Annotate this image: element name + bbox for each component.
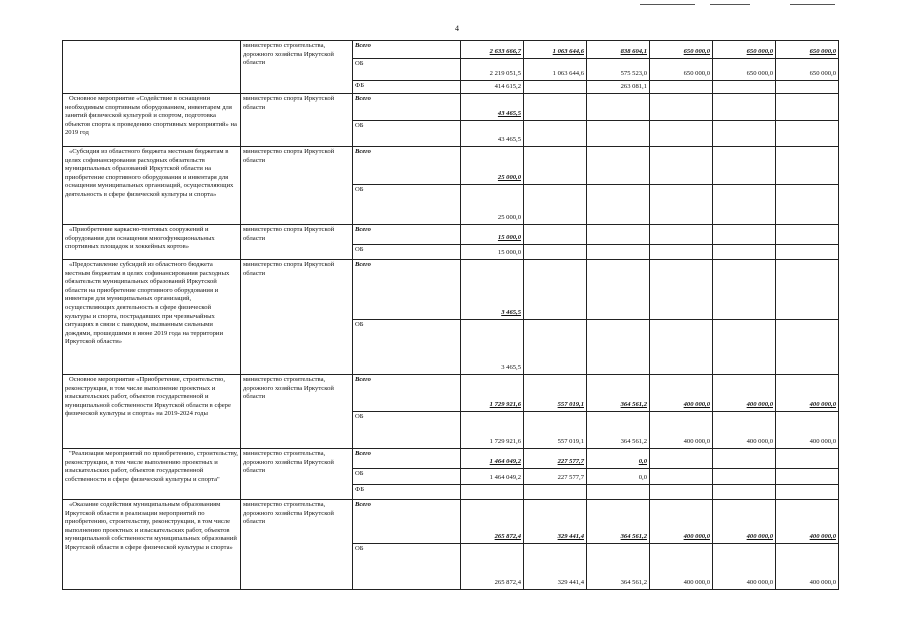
amount-cell	[776, 320, 839, 375]
table-row	[63, 147, 839, 185]
amount-cell: 400 000,0	[776, 500, 839, 544]
amount-cell	[713, 469, 776, 485]
funding-source-cell: ОБ	[353, 469, 461, 485]
amount-cell: 265 872,4	[461, 544, 524, 590]
amount-cell: 2 633 666,7	[461, 41, 524, 59]
amount-cell: 0,0	[587, 469, 650, 485]
amount-cell: 3 465,5	[461, 320, 524, 375]
executor-cell: министерство строительства, дорожного хозяйства Иркутской области	[241, 500, 353, 590]
budget-table	[62, 40, 839, 590]
amount-cell: 414 615,2	[461, 81, 524, 94]
amount-cell: 400 000,0	[713, 544, 776, 590]
amount-cell: 400 000,0	[776, 412, 839, 449]
amount-cell: 650 000,0	[776, 59, 839, 81]
amount-cell	[650, 185, 713, 225]
amount-cell	[587, 185, 650, 225]
amount-cell: 364 561,2	[587, 500, 650, 544]
amount-cell: 15 000,0	[461, 225, 524, 245]
amount-cell	[713, 94, 776, 121]
amount-cell: 400 000,0	[650, 375, 713, 412]
amount-cell	[713, 449, 776, 469]
measure-name-cell: Основное мероприятие «Содействие в оснащении необходимым спортивным оборудованием, инвентарем для занятий физической культурой и спортом, подготовка объектов спорта к проведению спортивных мероприятий» на 2019 год	[63, 94, 241, 147]
funding-source-cell: ОБ	[353, 320, 461, 375]
executor-cell: министерство спорта Иркутской области	[241, 260, 353, 375]
amount-cell: 25 000,0	[461, 147, 524, 185]
amount-cell	[650, 485, 713, 500]
amount-cell: 364 561,2	[587, 375, 650, 412]
amount-cell: 557 019,1	[524, 375, 587, 412]
amount-cell: 400 000,0	[650, 500, 713, 544]
funding-source-cell: Всего	[353, 449, 461, 469]
amount-cell: 2 219 051,5	[461, 59, 524, 81]
amount-cell: 1 729 921,6	[461, 375, 524, 412]
amount-cell	[776, 147, 839, 185]
amount-cell	[650, 449, 713, 469]
amount-cell: 329 441,4	[524, 544, 587, 590]
top-rule	[640, 4, 695, 5]
amount-cell: 329 441,4	[524, 500, 587, 544]
amount-cell	[587, 320, 650, 375]
amount-cell: 364 561,2	[587, 412, 650, 449]
amount-cell	[587, 485, 650, 500]
amount-cell: 25 000,0	[461, 185, 524, 225]
amount-cell	[524, 81, 587, 94]
amount-cell: 400 000,0	[650, 544, 713, 590]
amount-cell	[713, 81, 776, 94]
amount-cell	[587, 245, 650, 260]
amount-cell: 650 000,0	[650, 41, 713, 59]
measure-name-cell: Основное мероприятие «Приобретение, строительство, реконструкция, в том числе выполнение проектных и изыскательских работ, объектов государственной и муниципальной собственности Иркутской области в сфере физической культуры и спорта» на 2019-2024 годы	[63, 375, 241, 449]
table-row	[63, 225, 839, 245]
amount-cell	[776, 121, 839, 147]
amount-cell	[776, 260, 839, 320]
amount-cell	[524, 260, 587, 320]
amount-cell: 1 063 644,6	[524, 41, 587, 59]
funding-source-cell: Всего	[353, 260, 461, 320]
amount-cell	[776, 81, 839, 94]
funding-source-cell: Всего	[353, 500, 461, 544]
amount-cell	[650, 260, 713, 320]
table-row	[63, 260, 839, 320]
amount-cell: 227 577,7	[524, 469, 587, 485]
funding-source-cell: Всего	[353, 147, 461, 185]
amount-cell	[776, 469, 839, 485]
amount-cell	[713, 147, 776, 185]
amount-cell	[650, 94, 713, 121]
amount-cell	[587, 260, 650, 320]
amount-cell	[524, 185, 587, 225]
amount-cell	[713, 121, 776, 147]
amount-cell: 1 464 049,2	[461, 469, 524, 485]
funding-source-cell: ОБ	[353, 544, 461, 590]
amount-cell	[587, 225, 650, 245]
amount-cell	[776, 94, 839, 121]
amount-cell: 43 465,5	[461, 94, 524, 121]
funding-source-cell: Всего	[353, 94, 461, 121]
amount-cell: 265 872,4	[461, 500, 524, 544]
amount-cell	[650, 469, 713, 485]
funding-source-cell: ОБ	[353, 59, 461, 81]
amount-cell	[524, 225, 587, 245]
funding-source-cell: Всего	[353, 375, 461, 412]
amount-cell	[713, 225, 776, 245]
amount-cell	[587, 94, 650, 121]
amount-cell: 227 577,7	[524, 449, 587, 469]
executor-cell: министерство строительства, дорожного хозяйства Иркутской области	[241, 41, 353, 94]
measure-name-cell: «Приобретение каркасно-тентовых сооружений и оборудования для оснащения многофункциональных спортивных площадок и хоккейных кортов»	[63, 225, 241, 260]
top-rule	[710, 4, 750, 5]
executor-cell: министерство строительства, дорожного хозяйства Иркутской области	[241, 449, 353, 500]
measure-name-cell: «Предоставление субсидий из областного бюджета местным бюджетам в целях софинансирования расходных обязательств муниципальных образований Иркутской области на приобретение спортивного оборудования и инвентаря для муниципальных организаций, осуществляющих деятельность в сфере физической культуры и спорта, пострадавших при чрезвычайных ситуациях в связи с паводком, вызванным сильными дождями, прошедшими в июне 2019 года на территории Иркутской области»	[63, 260, 241, 375]
amount-cell	[524, 94, 587, 121]
amount-cell	[776, 185, 839, 225]
amount-cell	[461, 485, 524, 500]
executor-cell: министерство спорта Иркутской области	[241, 94, 353, 147]
table-row	[63, 500, 839, 544]
amount-cell: 400 000,0	[713, 500, 776, 544]
amount-cell: 3 465,5	[461, 260, 524, 320]
amount-cell: 1 063 644,6	[524, 59, 587, 81]
amount-cell: 838 604,1	[587, 41, 650, 59]
amount-cell	[650, 81, 713, 94]
amount-cell: 1 729 921,6	[461, 412, 524, 449]
amount-cell	[776, 449, 839, 469]
amount-cell	[650, 320, 713, 375]
measure-name-cell: «Субсидия из областного бюджета местным бюджетам в целях софинансирования расходных обязательств муниципальных образований Иркутской области на приобретение спортивного оборудования и инвентаря для оснащения муниципальных организаций, осуществляющих деятельность в сфере физической культуры и спорта»	[63, 147, 241, 225]
table-row	[63, 41, 839, 59]
amount-cell: 43 465,5	[461, 121, 524, 147]
amount-cell: 650 000,0	[713, 59, 776, 81]
amount-cell: 400 000,0	[650, 412, 713, 449]
amount-cell	[524, 245, 587, 260]
amount-cell: 400 000,0	[713, 375, 776, 412]
amount-cell	[524, 320, 587, 375]
amount-cell: 650 000,0	[713, 41, 776, 59]
amount-cell: 575 523,0	[587, 59, 650, 81]
amount-cell	[524, 121, 587, 147]
funding-source-cell: ФБ	[353, 485, 461, 500]
measure-name-cell	[63, 41, 241, 94]
funding-source-cell: ОБ	[353, 245, 461, 260]
amount-cell: 400 000,0	[776, 544, 839, 590]
amount-cell	[650, 225, 713, 245]
amount-cell: 263 081,1	[587, 81, 650, 94]
amount-cell: 400 000,0	[713, 412, 776, 449]
amount-cell: 15 000,0	[461, 245, 524, 260]
funding-source-cell: ФБ	[353, 81, 461, 94]
table-row	[63, 375, 839, 412]
table-row	[63, 94, 839, 121]
amount-cell	[713, 245, 776, 260]
top-rule	[790, 4, 835, 5]
amount-cell	[713, 185, 776, 225]
amount-cell	[650, 245, 713, 260]
funding-source-cell: Всего	[353, 41, 461, 59]
amount-cell	[713, 320, 776, 375]
amount-cell	[587, 121, 650, 147]
executor-cell: министерство спорта Иркутской области	[241, 225, 353, 260]
funding-source-cell: ОБ	[353, 121, 461, 147]
amount-cell	[776, 485, 839, 500]
executor-cell: министерство строительства, дорожного хозяйства Иркутской области	[241, 375, 353, 449]
amount-cell	[776, 225, 839, 245]
amount-cell: 0,0	[587, 449, 650, 469]
table-row	[63, 449, 839, 469]
funding-source-cell: ОБ	[353, 185, 461, 225]
amount-cell	[713, 485, 776, 500]
amount-cell: 557 019,1	[524, 412, 587, 449]
amount-cell: 650 000,0	[650, 59, 713, 81]
executor-cell: министерство спорта Иркутской области	[241, 147, 353, 225]
amount-cell	[713, 260, 776, 320]
amount-cell: 364 561,2	[587, 544, 650, 590]
funding-source-cell: ОБ	[353, 412, 461, 449]
measure-name-cell: «Оказание содействия муниципальным образованиям Иркутской области в реализации мероприятий по приобретению, строительству, реконструкции, в том числе выполнению проектных и изыскательских работ, объектов муниципальной собственности муниципальных образований Иркутской области в сфере физической культуры и спорта»	[63, 500, 241, 590]
measure-name-cell: "Реализация мероприятий по приобретению, строительству, реконструкции, в том числе выполнению проектных и изыскательских работ, объектов государственной собственности в сфере физической культуры и спорта"	[63, 449, 241, 500]
amount-cell	[524, 485, 587, 500]
page-number: 4	[455, 24, 459, 33]
amount-cell	[587, 147, 650, 185]
amount-cell: 400 000,0	[776, 375, 839, 412]
amount-cell	[650, 147, 713, 185]
amount-cell	[650, 121, 713, 147]
funding-source-cell: Всего	[353, 225, 461, 245]
amount-cell: 650 000,0	[776, 41, 839, 59]
amount-cell	[524, 147, 587, 185]
amount-cell	[776, 245, 839, 260]
amount-cell: 1 464 049,2	[461, 449, 524, 469]
